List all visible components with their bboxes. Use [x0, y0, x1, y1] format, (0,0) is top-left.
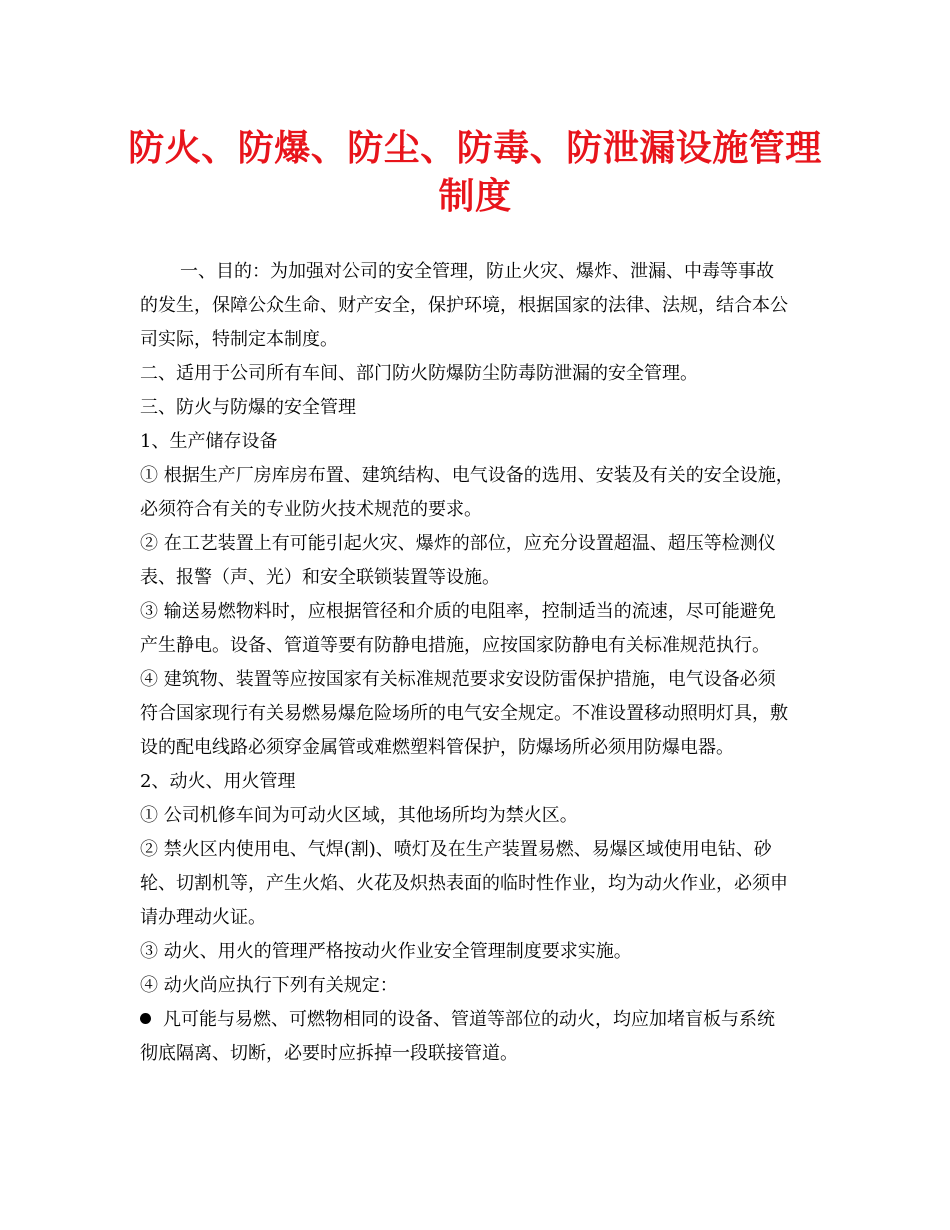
list-item-cont: 表、报警（声、光）和安全联锁装置等设施。 — [140, 567, 500, 588]
bullet-item — [140, 1003, 820, 1037]
list-item-cont: 轮、切割机等，产生火焰、火花及炽热表面的临时性作业，均为动火作业，必须申 — [140, 873, 788, 894]
paragraph-purpose-cont: 的发生，保障公众生命、财产安全，保护环境，根据国家的法律、法规，结合本公 — [140, 295, 788, 316]
list-item: ① 公司机修车间为可动火区域，其他场所均为禁火区。 — [140, 805, 578, 826]
paragraph-purpose: 一、目的：为加强对公司的安全管理，防止火灾、爆炸、泄漏、中毒等事故 — [180, 261, 774, 282]
document-title-line-1: 防火、防爆、防尘、防毒、防泄漏设施管理 — [128, 127, 822, 169]
list-item: ④ 动火尚应执行下列有关规定： — [140, 975, 398, 996]
document-body — [140, 255, 820, 1071]
list-item: ④ 建筑物、装置等应按国家有关标准规范要求安设防雷保护措施，电气设备必须 — [140, 669, 776, 690]
list-item: ① 根据生产厂房库房布置、建筑结构、电气设备的选用、安装及有关的安全设施， — [140, 465, 794, 486]
list-item-cont: 产生静电。设备、管道等要有防静电措施，应按国家防静电有关标准规范执行。 — [140, 635, 770, 656]
paragraph-scope: 二、适用于公司所有车间、部门防火防爆防尘防毒防泄漏的安全管理。 — [140, 363, 698, 384]
list-item: ③ 输送易燃物料时，应根据管径和介质的电阻率，控制适当的流速，尽可能避免 — [140, 601, 776, 622]
subsection-heading-hot-work: 2、动火、用火管理 — [140, 771, 296, 792]
bullet-item-text: 凡可能与易燃、可燃物相同的设备、管道等部位的动火，均应加堵盲板与系统 — [163, 1009, 775, 1030]
list-item: ③ 动火、用火的管理严格按动火作业安全管理制度要求实施。 — [140, 941, 632, 962]
paragraph-purpose-cont: 司实际，特制定本制度。 — [140, 329, 338, 350]
subsection-heading-equipment: 1、生产储存设备 — [140, 431, 278, 452]
list-item: ② 禁火区内使用电、气焊(割)、喷灯及在生产装置易燃、易爆区域使用电钻、砂 — [140, 839, 772, 860]
list-item: ② 在工艺装置上有可能引起火灾、爆炸的部位，应充分设置超温、超压等检测仪 — [140, 533, 776, 554]
list-item-cont: 符合国家现行有关易燃易爆危险场所的电气安全规定。不准设置移动照明灯具，敷 — [140, 703, 788, 724]
bullet-item-cont: 彻底隔离、切断，必要时应拆掉一段联接管道。 — [140, 1043, 518, 1064]
list-item-cont: 请办理动火证。 — [140, 907, 266, 928]
list-item-cont: 必须符合有关的专业防火技术规范的要求。 — [140, 499, 482, 520]
list-item-cont: 设的配电线路必须穿金属管或难燃塑料管保护，防爆场所必须用防爆电器。 — [140, 737, 734, 758]
section-heading-fire-explosion: 三、防火与防爆的安全管理 — [140, 397, 356, 418]
bullet-icon — [140, 1013, 151, 1024]
document-title-line-2: 制度 — [438, 175, 512, 217]
